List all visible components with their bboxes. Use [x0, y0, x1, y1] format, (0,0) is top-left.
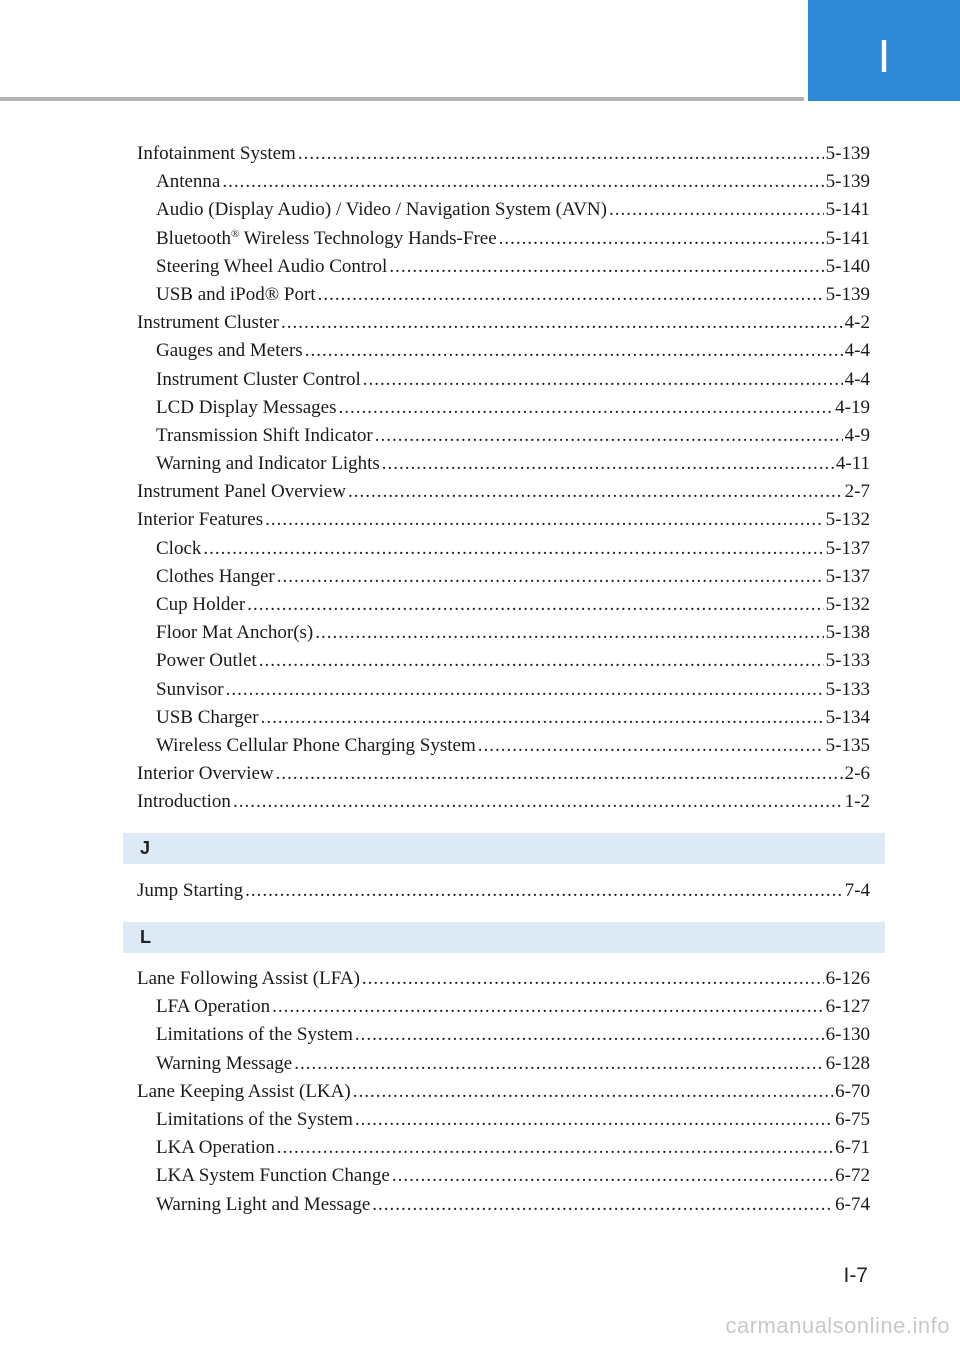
dot-leader: [203, 535, 823, 563]
index-subentry[interactable]: [137, 1162, 870, 1190]
index-subentry[interactable]: [137, 281, 870, 309]
dot-leader: [392, 1162, 833, 1190]
letter-band-j: [123, 833, 885, 864]
entry-label: Clock: [156, 537, 202, 559]
index-subentry[interactable]: [137, 563, 870, 591]
entry-page-ref: 4-11: [835, 453, 870, 475]
dot-leader: [233, 788, 843, 816]
dot-leader: [261, 704, 824, 732]
page-number: I-7: [843, 1264, 868, 1287]
dot-leader: [478, 732, 824, 760]
entry-label: Steering Wheel Audio Control: [156, 255, 388, 277]
entry-page-ref: 7-4: [844, 880, 870, 901]
entry-page-ref: 5-133: [825, 678, 870, 700]
dot-leader: [382, 450, 834, 478]
index-subentry[interactable]: [137, 337, 870, 365]
dot-leader: [305, 337, 843, 365]
index-subentry[interactable]: [137, 1050, 870, 1078]
dot-leader: [298, 140, 824, 168]
entry-label: Antenna: [156, 171, 221, 193]
dot-leader: [609, 196, 824, 224]
entry-page-ref: 6-71: [835, 1137, 870, 1159]
index-entry[interactable]: [137, 877, 870, 905]
index-subentry[interactable]: [137, 535, 870, 563]
entry-label: Cup Holder: [156, 594, 246, 615]
index-subentry[interactable]: [137, 591, 870, 619]
entry-label: Lane Keeping Assist (LKA): [137, 1080, 351, 1102]
dot-leader: [375, 422, 843, 450]
letter-band-label: L: [140, 927, 151, 947]
index-subentry[interactable]: [137, 1134, 870, 1162]
dot-leader: [338, 394, 833, 422]
dot-leader: [245, 877, 843, 905]
dot-leader: [355, 1021, 824, 1049]
entry-page-ref: 4-4: [844, 368, 870, 390]
entry-page-ref: 6-127: [825, 996, 870, 1018]
index-entry[interactable]: [137, 506, 870, 534]
entry-page-ref: 6-74: [835, 1193, 870, 1215]
entry-label: Warning Message: [156, 1052, 293, 1074]
dot-leader: [265, 506, 824, 534]
index-subentry[interactable]: [137, 253, 870, 281]
entry-label: Power Outlet: [156, 650, 257, 672]
index-block-l: [137, 965, 870, 1219]
entry-label: Interior Features: [137, 509, 264, 531]
entry-label: LCD Display Messages: [156, 396, 337, 418]
entry-page-ref: 5-140: [825, 255, 870, 277]
entry-page-ref: 5-133: [825, 650, 870, 672]
entry-page-ref: 6-72: [835, 1165, 870, 1187]
index-block-j: [137, 877, 870, 905]
entry-label: Instrument Cluster: [137, 312, 279, 334]
entry-page-ref: 4-9: [844, 424, 870, 446]
header-rule: [0, 97, 804, 101]
dot-leader: [259, 647, 824, 675]
dot-leader: [315, 619, 823, 647]
index-subentry[interactable]: [137, 732, 870, 760]
entry-page-ref: 5-134: [825, 706, 870, 728]
entry-label: Jump Starting: [137, 880, 244, 901]
entry-page-ref: 1-2: [844, 791, 870, 813]
entry-label: USB Charger: [156, 706, 259, 728]
index-entry[interactable]: [137, 760, 870, 788]
dot-leader: [348, 478, 843, 506]
entry-page-ref: 5-132: [825, 594, 870, 615]
entry-page-ref: 5-138: [825, 622, 870, 644]
index-entry[interactable]: [137, 309, 870, 337]
index-subentry[interactable]: [137, 1021, 870, 1049]
dot-leader: [247, 591, 823, 619]
entry-page-ref: 4-4: [844, 340, 870, 362]
entry-page-ref: 5-137: [825, 565, 870, 587]
dot-leader: [318, 281, 824, 309]
entry-label: Audio (Display Audio) / Video / Navigation System (AVN): [156, 199, 607, 221]
index-subentry[interactable]: [137, 422, 870, 450]
entry-label: Clothes Hanger: [156, 565, 275, 587]
entry-page-ref: 2-6: [844, 763, 870, 785]
entry-page-ref: 5-139: [825, 283, 870, 305]
index-subentry[interactable]: [137, 225, 870, 253]
entry-page-ref: 5-139: [825, 171, 870, 193]
section-tab-letter: I: [877, 29, 891, 82]
index-subentry[interactable]: [137, 168, 870, 196]
letter-band-label: J: [140, 838, 151, 858]
index-entry[interactable]: [137, 1078, 870, 1106]
index-subentry[interactable]: [137, 394, 870, 422]
entry-page-ref: 5-139: [825, 143, 870, 164]
entry-label: Limitations of the System: [156, 1024, 353, 1046]
entry-label: LKA System Function Change: [156, 1165, 390, 1187]
dot-leader: [362, 965, 824, 993]
dot-leader: [353, 1078, 833, 1106]
entry-label: Floor Mat Anchor(s): [156, 622, 314, 644]
index-subentry[interactable]: [137, 1106, 870, 1134]
index-subentry[interactable]: [137, 647, 870, 675]
entry-label: Warning and Indicator Lights: [156, 453, 380, 475]
dot-leader: [272, 993, 824, 1021]
entry-page-ref: 5-137: [825, 537, 870, 559]
entry-label: Introduction: [137, 791, 231, 813]
dot-leader: [277, 563, 824, 591]
entry-label: Sunvisor: [156, 678, 224, 700]
index-subentry[interactable]: [137, 993, 870, 1021]
index-subentry[interactable]: [137, 704, 870, 732]
entry-label: Limitations of the System: [156, 1108, 353, 1130]
entry-label: USB and iPod® Port: [156, 283, 316, 305]
entry-page-ref: 6-128: [825, 1052, 870, 1074]
entry-label: Instrument Panel Overview: [137, 481, 346, 503]
letter-band-l: [123, 922, 885, 953]
dot-leader: [363, 366, 843, 394]
entry-label: Infotainment System: [137, 143, 296, 164]
dot-leader: [372, 1191, 833, 1219]
entry-page-ref: 5-135: [825, 734, 870, 756]
entry-page-ref: 4-19: [835, 396, 870, 418]
dot-leader: [294, 1050, 823, 1078]
entry-page-ref: 4-2: [844, 312, 870, 334]
index-subentry[interactable]: [137, 450, 870, 478]
entry-label: Lane Following Assist (LFA): [137, 968, 360, 989]
entry-page-ref: 6-126: [825, 968, 870, 989]
index-subentry[interactable]: [137, 366, 870, 394]
entry-label: Instrument Cluster Control: [156, 368, 361, 390]
dot-leader: [389, 253, 823, 281]
entry-page-ref: 5-141: [825, 227, 870, 249]
section-tab: [808, 0, 960, 101]
index-entry[interactable]: [137, 788, 870, 816]
entry-page-ref: 6-70: [835, 1080, 870, 1102]
dot-leader: [226, 676, 824, 704]
index-subentry[interactable]: [137, 676, 870, 704]
entry-page-ref: 6-75: [835, 1108, 870, 1130]
dot-leader: [276, 760, 843, 788]
watermark: carmanualsonline.info: [725, 1313, 950, 1338]
index-entry[interactable]: [137, 965, 870, 993]
entry-label: Gauges and Meters: [156, 340, 303, 362]
dot-leader: [499, 225, 824, 253]
entry-label: Transmission Shift Indicator: [156, 424, 373, 446]
entry-label: LFA Operation: [156, 996, 271, 1018]
dot-leader: [281, 309, 843, 337]
index-entry[interactable]: [137, 140, 870, 168]
entry-label: Warning Light and Message: [156, 1193, 371, 1215]
entry-label: Wireless Cellular Phone Charging System: [156, 734, 476, 756]
dot-leader: [222, 168, 823, 196]
entry-page-ref: 5-141: [825, 199, 870, 221]
index-entry[interactable]: [137, 478, 870, 506]
entry-label: Bluetooth® Wireless Technology Hands-Free: [156, 227, 497, 249]
index-subentry[interactable]: [137, 1191, 870, 1219]
index-subentry[interactable]: [137, 196, 870, 224]
dot-leader: [277, 1134, 833, 1162]
index-block-i: [137, 140, 870, 817]
index-subentry[interactable]: [137, 619, 870, 647]
entry-page-ref: 2-7: [844, 481, 870, 503]
entry-page-ref: 6-130: [825, 1024, 870, 1046]
entry-label: Interior Overview: [137, 763, 274, 785]
entry-label: LKA Operation: [156, 1137, 275, 1159]
dot-leader: [355, 1106, 833, 1134]
entry-page-ref: 5-132: [825, 509, 870, 531]
